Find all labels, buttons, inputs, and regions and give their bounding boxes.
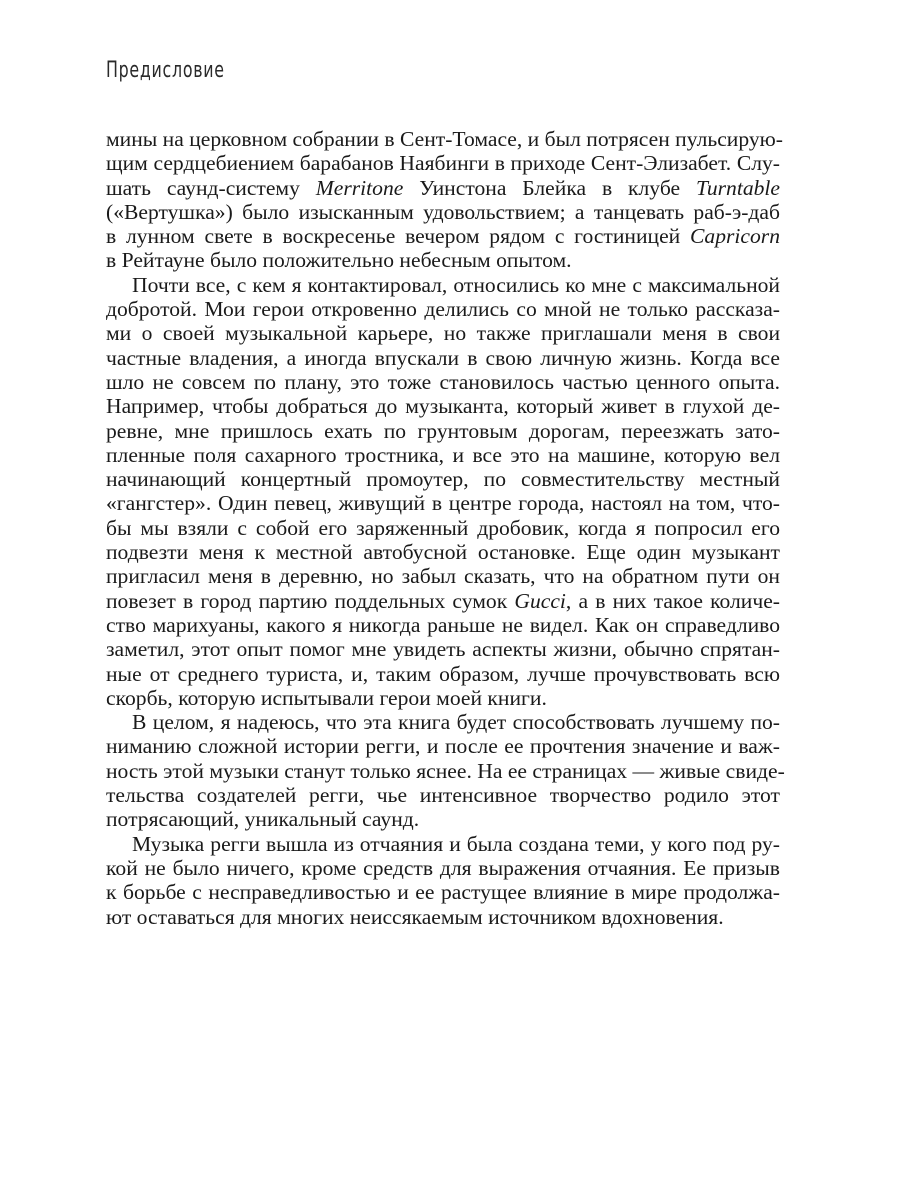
text-line: («Вертушка») было изысканным удовольствием; а танцевать раб-э-даб [106,199,780,224]
text-line: частные владения, а иногда впускали в свою личную жизнь. Когда все [106,345,780,370]
text-line: пригласил меня в деревню, но забыл сказать, что на обратном пути он [106,564,780,589]
text-line: ют оставаться для многих неиссякаемым источником вдохновения. [106,904,724,929]
text-line: Почти все, с кем я контактировал, относились ко мне с максимальной [132,272,780,297]
paragraph [106,273,780,710]
text-line: ство марихуаны, какого я никогда раньше не видел. Как он справедливо [106,612,780,637]
text-line: потрясающий, уникальный саунд. [106,807,420,832]
text-line: ность этой музыки станут только яснее. На ее страницах — живые свиде- [106,758,785,783]
paragraph [106,832,780,929]
body-text [106,127,785,929]
paragraph [106,127,783,273]
text-line: В целом, я надеюсь, что эта книга будет способствовать лучшему по- [132,710,780,735]
text-line: начинающий концертный промоутер, по совместительству местный [106,467,780,492]
text-line: Музыка регги вышла из отчаяния и была создана теми, у кого под ру- [132,831,780,856]
text-line: ниманию сложной истории регги, и после ее прочтения значение и важ- [106,734,780,759]
text-line: ревне, мне пришлось ехать по грунтовым дорогам, переезжать зато- [106,418,780,443]
running-head: Предисловие [106,58,225,83]
text-line: щим сердцебиением барабанов Наябинги в приходе Сент-Элизабет. Слу- [106,151,780,176]
text-line: «гангстер». Один певец, живущий в центре города, настоял на том, что- [106,491,780,516]
text-line: шать саунд-систему Merritone Уинстона Блейка в клубе Turntable [106,175,780,200]
text-line: ные от среднего туриста, и, таким образом, лучше прочувствовать всю [106,661,780,686]
text-line: подвезти меня к местной автобусной остановке. Еще один музыкант [106,540,780,565]
text-line: шло не совсем по плану, это тоже становилось частью ценного опыта. [106,369,780,394]
text-line: добротой. Мои герои откровенно делились со мной не только рассказа- [106,297,780,322]
text-line: тельства создателей регги, чье интенсивное творчество родило этот [106,783,780,808]
text-line: повезет в город партию поддельных сумок Gucci, а в них такое количе- [106,588,780,613]
text-line: заметил, этот опыт помог мне увидеть аспекты жизни, обычно спрятан- [106,637,780,662]
text-line: к борьбе с несправедливостью и ее растущее влияние в мире продолжа- [106,880,780,905]
text-line: в лунном свете в воскресенье вечером рядом с гостиницей Capricorn [106,224,780,249]
text-line: бы мы взяли с собой его заряженный дробовик, когда я попросил его [106,515,780,540]
text-line: мины на церковном собрании в Сент-Томасе, и был потрясен пульсирую- [106,127,783,151]
text-line: в Рейтауне было положительно небесным опытом. [106,248,572,273]
text-line: ми о своей музыкальной карьере, но также приглашали меня в свои [106,321,780,346]
text-line: пленные поля сахарного тростника, и все это на машине, которую вел [106,442,780,467]
text-line: Например, чтобы добраться до музыканта, который живет в глухой де- [106,394,780,419]
text-line: кой не было ничего, кроме средств для выражения отчаяния. Ее призыв [106,855,780,880]
text-line: скорбь, которую испытывали герои моей книги. [106,685,547,710]
paragraph [106,710,785,832]
